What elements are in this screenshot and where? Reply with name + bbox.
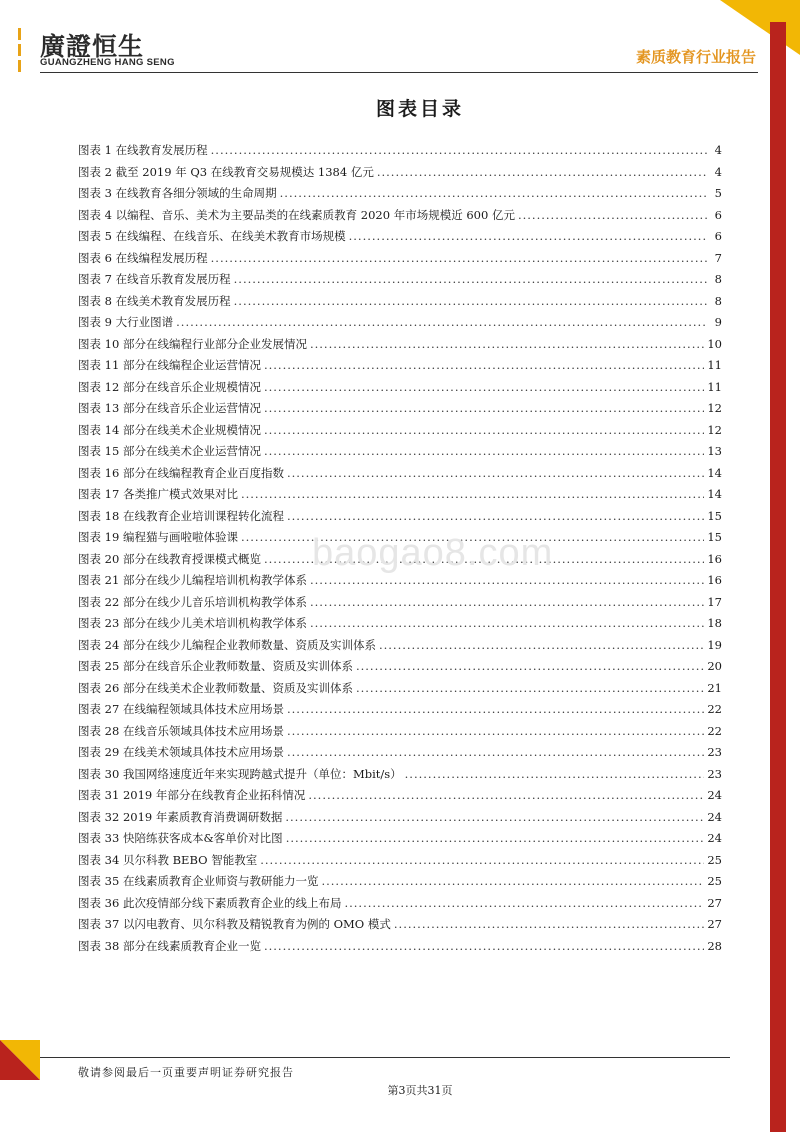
toc-dot-leader	[264, 441, 704, 463]
toc-entry-page: 21	[707, 680, 722, 695]
toc-dot-leader	[286, 828, 705, 850]
toc-entry-page: 13	[707, 444, 722, 458]
toc-entry-label: 图表 24 部分在线少儿编程企业教师数量、资质及实训体系	[78, 637, 376, 652]
toc-entry-label: 图表 19 编程猫与画啦啦体验课	[78, 530, 238, 544]
corner-triangle-icon	[720, 0, 800, 80]
toc-entry-label: 图表 16 部分在线编程教育企业百度指数	[78, 465, 284, 480]
toc-entry[interactable]	[78, 742, 722, 764]
toc-entry-page: 28	[707, 938, 722, 953]
toc-dot-leader	[176, 312, 707, 334]
toc-entry[interactable]	[78, 613, 722, 635]
toc-entry[interactable]	[78, 140, 722, 162]
toc-entry[interactable]	[78, 205, 722, 227]
page-title: 图表目录	[375, 98, 464, 120]
toc-entry-page: 17	[707, 594, 722, 609]
toc-entry-label: 图表 1 在线教育发展历程	[78, 143, 208, 157]
toc-entry-label: 图表 14 部分在线美术企业规模情况	[78, 422, 261, 437]
toc-entry-label: 图表 23 部分在线少儿美术培训机构教学体系	[78, 616, 307, 630]
toc-entry-page: 22	[707, 723, 722, 738]
toc-entry-page: 25	[707, 874, 722, 888]
toc-entry[interactable]	[78, 441, 722, 463]
toc-entry-label: 图表 33 快陪练获客成本&客单价对比图	[78, 831, 283, 845]
toc-entry-page: 25	[707, 852, 722, 867]
toc-entry[interactable]	[78, 463, 722, 485]
toc-entry[interactable]	[78, 162, 722, 184]
report-type-label: 素质教育行业报告	[635, 48, 756, 66]
toc-dot-leader	[241, 484, 704, 506]
toc-entry-label: 图表 9 大行业图谱	[78, 315, 174, 329]
footer-divider	[40, 1057, 730, 1058]
toc-entry-page: 8	[714, 293, 722, 308]
toc-dot-leader	[285, 807, 704, 829]
toc-entry-label: 图表 6 在线编程发展历程	[78, 250, 208, 265]
toc-entry-page: 7	[714, 250, 722, 265]
toc-entry[interactable]	[78, 269, 722, 291]
toc-entry-label: 图表 3 在线教育各细分领域的生命周期	[78, 186, 277, 200]
toc-entry-label: 图表 27 在线编程领域具体技术应用场景	[78, 702, 284, 716]
toc-entry[interactable]	[78, 484, 722, 506]
toc-entry[interactable]	[78, 420, 722, 442]
toc-entry[interactable]	[78, 226, 722, 248]
toc-entry-page: 12	[707, 422, 722, 437]
toc-entry[interactable]	[78, 656, 722, 678]
logo-mark-icon	[18, 28, 28, 72]
toc-dot-leader	[356, 656, 704, 678]
toc-dot-leader	[264, 377, 704, 399]
toc-entry-page: 27	[707, 917, 722, 931]
toc-entry-label: 图表 25 部分在线音乐企业教师数量、资质及实训体系	[78, 659, 353, 673]
toc-entry-label: 图表 17 各类推广模式效果对比	[78, 487, 238, 501]
toc-entry-label: 图表 30 我国网络速度近年来实现跨越式提升（单位：Mbit/s）	[78, 766, 402, 781]
logo-chinese: 廣證恒生	[40, 32, 145, 61]
toc-entry-label: 图表 28 在线音乐领域具体技术应用场景	[78, 723, 284, 738]
toc-entry-page: 8	[714, 272, 722, 286]
toc-dot-leader	[264, 420, 704, 442]
toc-entry[interactable]	[78, 828, 722, 850]
toc-entry-label: 图表 8 在线美术教育发展历程	[78, 293, 231, 308]
toc-entry-page: 14	[707, 487, 722, 501]
toc-dot-leader	[287, 463, 704, 485]
toc-entry-label: 图表 36 此次疫情部分线下素质教育企业的线上布局	[78, 895, 342, 910]
toc-entry[interactable]	[78, 699, 722, 721]
toc-entry-page: 15	[707, 530, 722, 544]
toc-dot-leader	[344, 893, 704, 915]
toc-entry-page: 18	[707, 616, 722, 630]
toc-dot-leader	[308, 785, 704, 807]
toc-dot-leader	[310, 592, 704, 614]
toc-dot-leader	[518, 205, 707, 227]
corner-triangle-icon-bottom	[0, 1040, 40, 1080]
toc-dot-leader	[211, 140, 707, 162]
toc-entry-label: 图表 26 部分在线美术企业教师数量、资质及实训体系	[78, 680, 353, 695]
toc-entry[interactable]	[78, 850, 722, 872]
toc-entry[interactable]	[78, 764, 722, 786]
toc-dot-leader	[264, 936, 704, 958]
toc-entry[interactable]	[78, 592, 722, 614]
toc-entry-page: 19	[707, 637, 722, 652]
toc-entry[interactable]	[78, 248, 722, 270]
toc-dot-leader	[377, 162, 707, 184]
toc-entry-label: 图表 10 部分在线编程行业部分企业发展情况	[78, 336, 307, 351]
toc-entry-label: 图表 32 2019 年素质教育消费调研数据	[78, 809, 283, 824]
toc-dot-leader	[287, 506, 704, 528]
toc-entry-page: 10	[707, 336, 722, 351]
toc-entry-page: 16	[707, 551, 722, 566]
toc-entry-page: 20	[707, 659, 722, 673]
toc-dot-leader	[264, 398, 704, 420]
page-number: 第3页共31页	[387, 1084, 453, 1097]
toc-dot-leader	[234, 269, 707, 291]
toc-entry-label: 图表 18 在线教育企业培训课程转化流程	[78, 508, 284, 523]
toc-dot-leader	[356, 678, 704, 700]
toc-entry-page: 24	[707, 809, 722, 824]
toc-entry-label: 图表 13 部分在线音乐企业运营情况	[78, 401, 261, 415]
toc-entry[interactable]	[78, 893, 722, 915]
toc-dot-leader	[287, 742, 704, 764]
toc-entry[interactable]	[78, 506, 722, 528]
toc-entry-label: 图表 29 在线美术领域具体技术应用场景	[78, 745, 284, 759]
toc-entry-page: 11	[707, 379, 722, 394]
side-accent-bar	[770, 22, 786, 1132]
toc-entry-page: 5	[714, 186, 722, 200]
toc-dot-leader	[405, 764, 705, 786]
toc-entry-label: 图表 21 部分在线少儿编程培训机构教学体系	[78, 573, 307, 587]
toc-entry-label: 图表 11 部分在线编程企业运营情况	[78, 358, 261, 372]
toc-entry-label: 图表 4 以编程、音乐、美术为主要品类的在线素质教育 2020 年市场规模近 600 亿元	[78, 207, 515, 222]
toc-entry-page: 15	[707, 508, 722, 523]
toc-entry-page: 6	[714, 207, 722, 222]
toc-entry-label: 图表 5 在线编程、在线音乐、在线美术教育市场规模	[78, 229, 346, 243]
toc-entry-page: 22	[707, 702, 722, 716]
toc-entry[interactable]	[78, 721, 722, 743]
toc-entry[interactable]	[78, 936, 722, 958]
toc-dot-leader	[310, 613, 704, 635]
toc-dot-leader	[234, 291, 707, 313]
toc-entry-label: 图表 38 部分在线素质教育企业一览	[78, 938, 261, 953]
toc-dot-leader	[287, 699, 704, 721]
toc-entry-page: 4	[714, 164, 722, 179]
logo-english: GUANGZHENG HANG SENG	[40, 57, 175, 68]
toc-entry-label: 图表 15 部分在线美术企业运营情况	[78, 444, 261, 458]
toc-entry-page: 11	[707, 358, 722, 372]
toc-dot-leader	[264, 355, 704, 377]
watermark: baogao8.com	[312, 532, 554, 574]
toc-entry[interactable]	[78, 355, 722, 377]
toc-entry-label: 图表 20 部分在线教育授课模式概览	[78, 551, 261, 566]
toc-entry-page: 4	[714, 143, 722, 157]
toc-entry-page: 12	[707, 401, 722, 415]
toc-dot-leader	[349, 226, 707, 248]
toc-entry-label: 图表 37 以闪电教育、贝尔科教及精锐教育为例的 OMO 模式	[78, 917, 391, 931]
toc-dot-leader	[260, 850, 704, 872]
toc-dot-leader	[310, 334, 704, 356]
toc-entry[interactable]	[78, 785, 722, 807]
header-divider	[40, 72, 758, 73]
toc-entry[interactable]	[78, 334, 722, 356]
toc-entry-page: 16	[707, 573, 722, 587]
toc-entry-page: 9	[714, 315, 722, 329]
toc-entry-label: 图表 22 部分在线少儿音乐培训机构教学体系	[78, 594, 307, 609]
footer-disclaimer: 敬请参阅最后一页重要声明证券研究报告	[78, 1066, 294, 1079]
toc-entry[interactable]	[78, 807, 722, 829]
toc-entry[interactable]	[78, 871, 722, 893]
toc-entry-page: 23	[707, 745, 722, 759]
toc-entry[interactable]	[78, 377, 722, 399]
toc-entry-label: 图表 12 部分在线音乐企业规模情况	[78, 379, 261, 394]
toc-entry[interactable]	[78, 635, 722, 657]
toc-dot-leader	[287, 721, 704, 743]
toc-entry-page: 6	[714, 229, 722, 243]
toc-dot-leader	[280, 183, 707, 205]
toc-entry-page: 14	[707, 465, 722, 480]
toc-entry-page: 24	[707, 831, 722, 845]
toc-entry-page: 23	[707, 766, 722, 781]
toc-entry-label: 图表 34 贝尔科教 BEBO 智能教室	[78, 852, 258, 867]
toc-entry-label: 图表 35 在线素质教育企业师资与教研能力一览	[78, 874, 319, 888]
toc-entry[interactable]	[78, 678, 722, 700]
toc-entry[interactable]	[78, 312, 722, 334]
toc-entry[interactable]	[78, 914, 722, 936]
toc-entry-label: 图表 31 2019 年部分在线教育企业拓科情况	[78, 788, 306, 802]
toc-dot-leader	[379, 635, 704, 657]
toc-dot-leader	[394, 914, 704, 936]
toc-entry[interactable]	[78, 398, 722, 420]
toc-entry[interactable]	[78, 291, 722, 313]
toc-entry-page: 27	[707, 895, 722, 910]
toc-entry-page: 24	[707, 788, 722, 802]
toc-entry-label: 图表 7 在线音乐教育发展历程	[78, 272, 231, 286]
toc-entry-label: 图表 2 截至 2019 年 Q3 在线教育交易规模达 1384 亿元	[78, 164, 374, 179]
toc-dot-leader	[211, 248, 707, 270]
toc-entry[interactable]	[78, 183, 722, 205]
toc-dot-leader	[321, 871, 704, 893]
